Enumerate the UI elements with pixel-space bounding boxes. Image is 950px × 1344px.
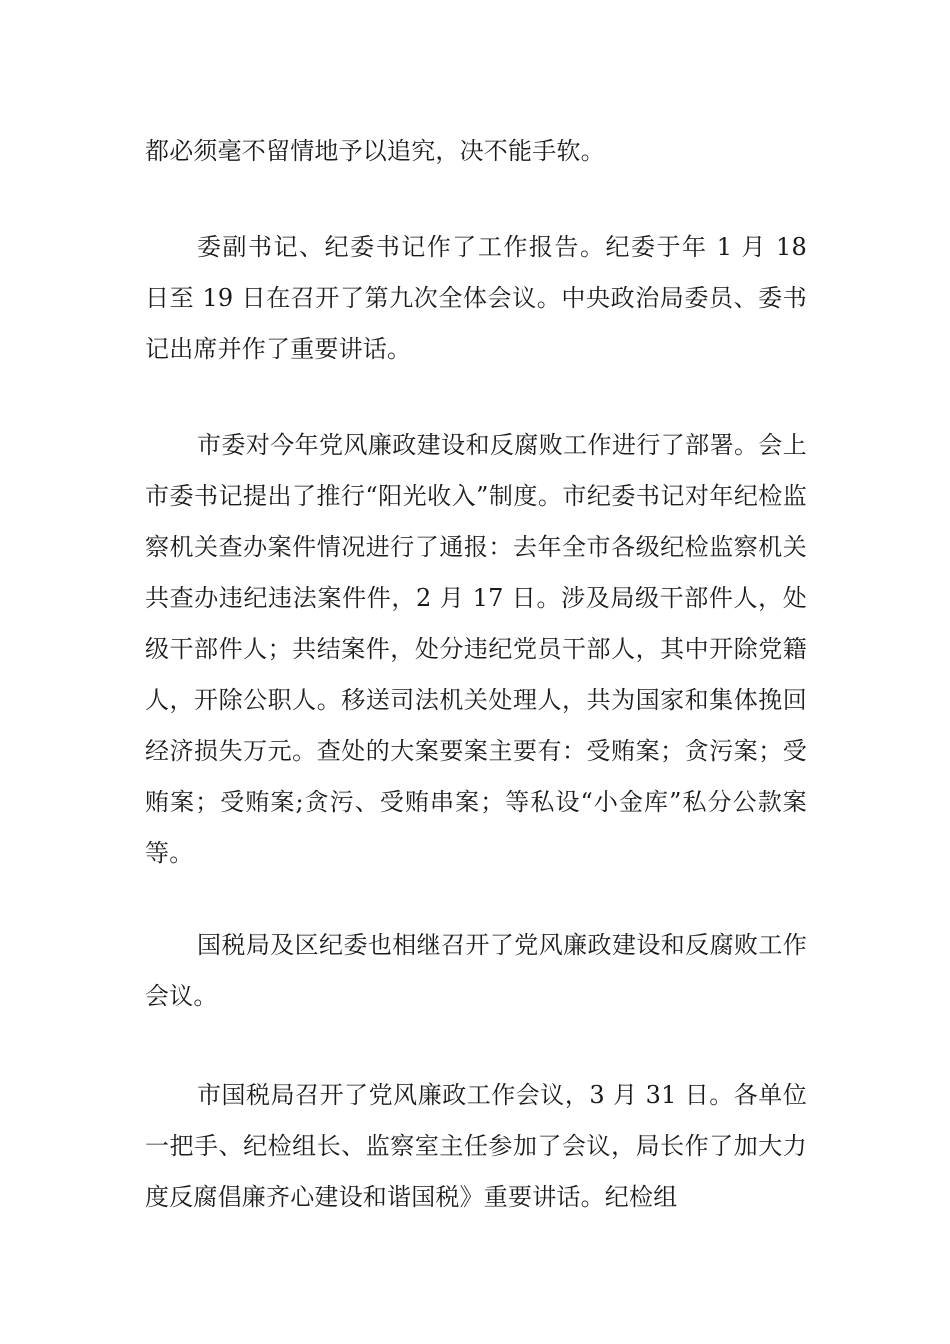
paragraph-continuation: 都必须毫不留情地予以追究，决不能手软。 (145, 137, 605, 165)
paragraph-work-report: 委副书记、纪委书记作了工作报告。纪委于年 1 月 18 日至 19 日在召开了第九次全体会议。中央政治局委员、委书记出席并作了重要讲话。 (145, 233, 807, 363)
paragraph-city-tax-bureau: 市国税局召开了党风廉政工作会议，3 月 31 日。各单位一把手、纪检组长、监察室主任参加了会议，局长作了加大力度反腐倡廉齐心建设和谐国税》重要讲话。纪检组 (145, 1081, 807, 1211)
paragraph-municipal-deployment: 市委对今年党风廉政建设和反腐败工作进行了部署。会上市委书记提出了推行“阳光收入”制度。市纪委书记对年纪检监察机关查办案件情况进行了通报：去年全市各级纪检监察机关共查办违纪违法案件件，2 月 17 日。涉及局级干部件人，处级干部件人；共结案件，处分违纪党员干部人，其中开除党籍人，开除公职人。移送司法机关处理人，共为国家和集体挽回经济损失万元。查处的大案要案主要有：受贿案；贪污案；受贿案；受贿案;贪污、受贿串案；等私设“小金库”私分公款案等。 (145, 431, 807, 867)
paragraph-tax-bureau-meetings: 国税局及区纪委也相继召开了党风廉政建设和反腐败工作会议。 (145, 931, 807, 1010)
